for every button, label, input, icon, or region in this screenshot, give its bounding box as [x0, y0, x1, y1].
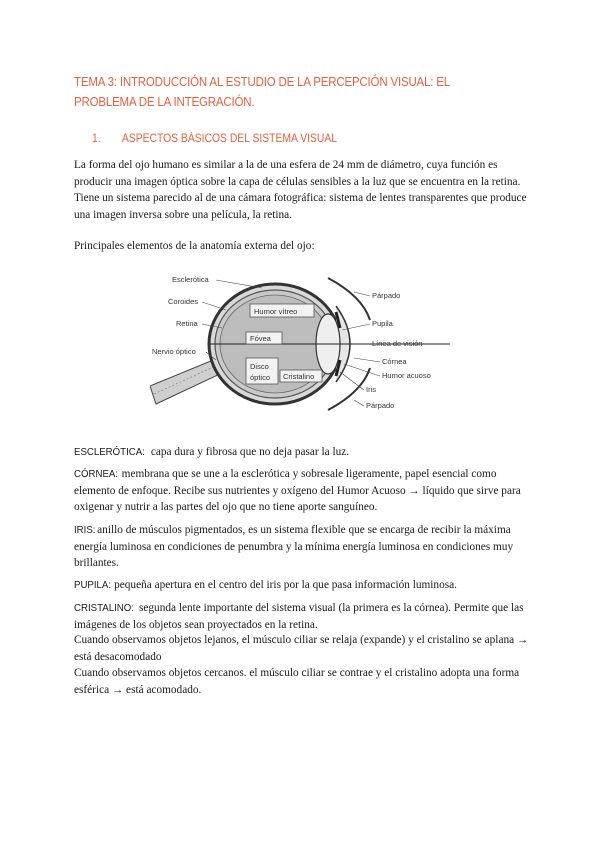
section-number: 1. — [92, 133, 101, 145]
label-parpado-top: Párpado — [372, 291, 401, 300]
term-label: CRISTALINO: — [74, 602, 134, 614]
term-text: anillo de músculos pigmentados, es un sistema flexible que se encarga de recibir la máxima energía luminosa en condiciones de penumbra y la mínima energía luminosa en condiciones muy brillantes. — [74, 524, 514, 569]
label-fovea: Fóvea — [250, 334, 271, 343]
definition-cornea — [74, 466, 530, 516]
term-label: CÓRNEA: — [74, 468, 119, 480]
definition-iris — [74, 522, 530, 572]
page-title: TEMA 3: INTRODUCCIÓN AL ESTUDIO DE LA PERCEPCIÓN VISUAL: EL PROBLEMA DE LA INTEGRACIÓN. — [74, 75, 450, 109]
label-optico: óptico — [250, 373, 271, 382]
label-humor-acuoso: Humor acuoso — [382, 371, 431, 380]
section-label: ASPECTOS BÁSICOS DEL SISTEMA VISUAL — [121, 133, 338, 145]
term-label: ESCLERÓTICA: — [74, 446, 145, 458]
label-retina: Retina — [176, 319, 198, 328]
term-text: membrana que se une a la esclerótica y sobresale ligeramente, papel esencial como elemento de enfoque. Recibe sus nutrientes y oxígeno del Humor Acuoso → líquido que sirve para oxigenar y nutrir a las partes del ojo que no tiene aporte sanguíneo. — [74, 468, 521, 513]
eyelid-top-shape — [328, 278, 370, 320]
elements-heading: Principales elementos de la anatomía externa del ojo: — [74, 240, 315, 252]
label-parpado-bottom: Párpado — [366, 401, 395, 410]
label-iris: Iris — [366, 385, 376, 394]
label-disco: Disco — [250, 362, 269, 371]
label-cornea: Córnea — [382, 357, 407, 366]
cristalino-desacomodado: Cuando observamos objetos lejanos, el músculo ciliar se relaja (expande) y el cristalino se aplana → está desacomodado — [74, 634, 529, 663]
definition-pupila — [74, 577, 530, 594]
definition-cristalino — [74, 600, 530, 633]
section-heading — [92, 133, 337, 145]
term-label: IRIS: — [74, 524, 96, 536]
definition-esclerotica — [74, 444, 530, 461]
eyelid-bottom-shape — [328, 368, 370, 410]
label-linea-vision: Línea de visión — [372, 339, 423, 348]
eye-anatomy-diagram — [150, 268, 450, 418]
label-cristalino: Cristalino — [283, 372, 315, 381]
intro-paragraph: La forma del ojo humano es similar a la de una esfera de 24 mm de diámetro, cuya función es producir una imagen óptica sobre la capa de células sensibles a la luz que se encuentra en la retina. Tiene un sistema parecido al de una cámara fotográfica: sistema de lentes transparentes que produce una imagen inversa sobre una película, la retina. — [74, 159, 527, 221]
label-esclerotica: Esclerótica — [172, 275, 209, 284]
label-coroides: Coroides — [168, 297, 199, 306]
label-nervio-optico: Nervio óptico — [152, 347, 196, 356]
term-text: pequeña apertura en el centro del iris por la que pasa información luminosa. — [111, 579, 457, 591]
term-label: PUPILA: — [74, 579, 112, 591]
term-text: segunda lente importante del sistema visual (la primera es la córnea). Permite que las imágenes de los objetos sean proyectados en la retina. — [74, 602, 524, 631]
term-text: capa dura y fibrosa que no deja pasar la luz. — [148, 446, 350, 458]
label-humor-vitreo: Humor vítreo — [254, 307, 298, 316]
label-pupila: Pupila — [372, 319, 393, 328]
cristalino-acomodado: Cuando observamos objetos cercanos. el músculo ciliar se contrae y el cristalino adopta una forma esférica → está acomodado. — [74, 667, 520, 696]
